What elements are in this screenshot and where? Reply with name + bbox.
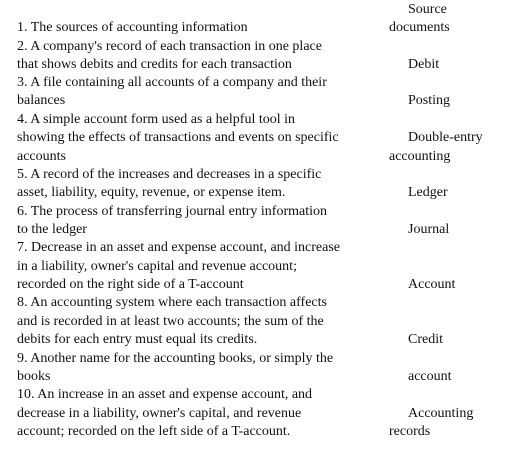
term-8-line-1: Credit [408,332,443,347]
term-10-line-1: Accounting [408,406,474,421]
definition-6-line-1: 6. The process of transferring journal entry information [17,204,327,219]
definition-1-line-1: 1. The sources of accounting information [17,20,248,35]
definition-10-line-1: 10. An increase in an asset and expense account, and [17,387,313,402]
definition-6-line-2: to the ledger [17,222,87,237]
definition-8-line-3: debits for each entry must equal its credits. [17,332,258,347]
term-9-line-1: account [408,369,452,384]
definition-2-line-1: 2. A company's record of each transaction in one place [17,39,322,54]
definition-4-line-2: showing the effects of transactions and events on specific [17,130,339,145]
definition-8-line-2: and is recorded in at least two accounts; the sum of the [17,314,324,329]
definition-4-line-3: accounts [17,149,66,164]
term-5-line-1: Ledger [408,185,448,200]
definition-7-line-3: recorded on the right side of a T-account [17,277,244,292]
definition-2-line-2: that shows debits and credits for each transaction [17,57,292,72]
term-4-line-2: accounting [389,149,451,164]
definition-10-line-2: decrease in a liability, owner's capital, and revenue [17,406,302,421]
definition-10-line-3: account; recorded on the left side of a T-account. [17,424,291,439]
definition-3-line-1: 3. A file containing all accounts of a company and their [17,75,327,90]
definition-8-line-1: 8. An accounting system where each transaction affects [17,295,327,310]
term-2-line-1: Debit [408,57,440,72]
definition-3-line-2: balances [17,93,66,108]
term-1-line-1: Source [408,2,447,17]
definition-5-line-2: asset, liability, equity, revenue, or expense item. [17,185,286,200]
term-10-line-2: records [389,424,431,439]
definition-9-line-2: books [17,369,51,384]
definition-4-line-1: 4. A simple account form used as a helpful tool in [17,112,296,127]
definition-5-line-1: 5. A record of the increases and decreases in a specific [17,167,322,182]
term-6-line-1: Journal [408,222,450,237]
term-1-line-2: documents [389,20,450,35]
term-7-line-1: Account [408,277,456,292]
term-3-line-1: Posting [408,93,451,108]
definition-9-line-1: 9. Another name for the accounting books, or simply the [17,351,334,366]
term-4-line-1: Double-entry [408,130,483,145]
definition-7-line-1: 7. Decrease in an asset and expense account, and increase [17,240,341,255]
definition-7-line-2: in a liability, owner's capital and revenue account; [17,259,297,274]
